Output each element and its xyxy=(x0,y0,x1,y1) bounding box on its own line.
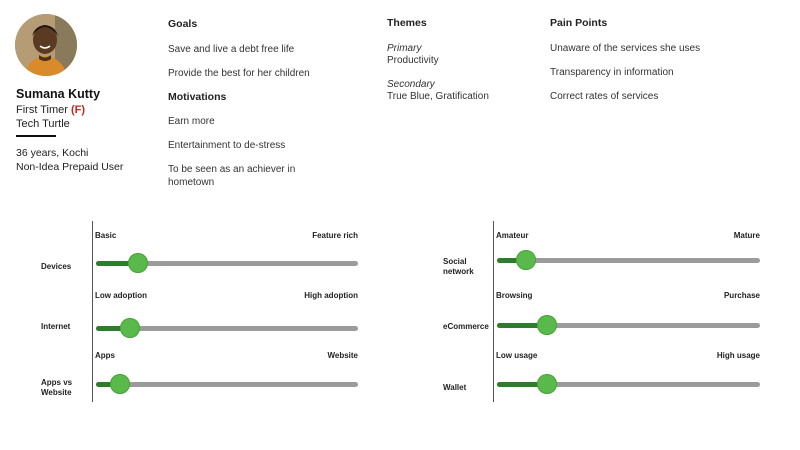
goal-item: Save and live a debt free life xyxy=(168,44,295,55)
slider-knob[interactable] xyxy=(537,374,557,394)
pain-points-heading: Pain Points xyxy=(550,17,608,29)
persona-type: Tech Turtle xyxy=(16,118,70,130)
slider-label-line: Apps vs xyxy=(41,378,73,387)
slider-min-label: Browsing xyxy=(496,291,533,300)
pain-point-item: Transparency in information xyxy=(550,67,674,78)
slider-knob[interactable] xyxy=(128,253,148,273)
slider-min-label: Apps xyxy=(95,351,115,360)
avatar xyxy=(15,14,77,76)
slider-max-label: High usage xyxy=(716,351,760,360)
slider-min-label: Low adoption xyxy=(95,291,147,300)
slider-knob[interactable] xyxy=(516,250,536,270)
user-plan: Non-Idea Prepaid User xyxy=(16,161,124,173)
user-type-flag: (F) xyxy=(71,104,86,116)
slider-label-internet: Internet xyxy=(41,322,71,331)
slider-label-line: Social xyxy=(443,257,467,266)
slider-max-label: Feature rich xyxy=(312,231,358,240)
slider-group-axis-left xyxy=(92,221,93,402)
slider-wallet[interactable] xyxy=(497,382,760,387)
slider-max-label: Website xyxy=(327,351,358,360)
persona-name: Sumana Kutty xyxy=(16,87,101,101)
secondary-theme-value: True Blue, Gratification xyxy=(387,91,489,102)
slider-min-label: Amateur xyxy=(496,231,529,240)
slider-internet[interactable] xyxy=(96,326,358,331)
slider-social-network[interactable] xyxy=(497,258,760,263)
motivation-item: Entertainment to de-stress xyxy=(168,140,286,151)
goals-heading: Goals xyxy=(168,18,198,30)
motivations-heading: Motivations xyxy=(168,91,227,103)
slider-apps-vs-website[interactable] xyxy=(96,382,358,387)
user-type xyxy=(16,104,85,116)
motivation-item: To be seen as an achiever in xyxy=(168,164,296,175)
slider-max-label: High adoption xyxy=(304,291,358,300)
pain-point-item: Unaware of the services she uses xyxy=(550,43,701,54)
primary-theme-label: Primary xyxy=(387,43,422,54)
slider-max-label: Mature xyxy=(733,231,760,240)
slider-label-ecommerce: eCommerce xyxy=(443,322,489,331)
slider-label-line: Website xyxy=(41,388,72,397)
pain-point-item: Correct rates of services xyxy=(550,91,659,102)
slider-knob[interactable] xyxy=(120,318,140,338)
divider xyxy=(16,135,56,137)
slider-label-line: network xyxy=(443,267,474,276)
goal-item: Provide the best for her children xyxy=(168,68,310,79)
slider-ecommerce[interactable] xyxy=(497,323,760,328)
motivation-item: hometown xyxy=(168,177,215,188)
slider-knob[interactable] xyxy=(110,374,130,394)
slider-label-apps-vs-website xyxy=(41,378,72,398)
slider-devices[interactable] xyxy=(96,261,358,266)
themes-heading: Themes xyxy=(387,17,427,29)
primary-theme-value: Productivity xyxy=(387,55,439,66)
slider-group-axis-right xyxy=(493,221,494,402)
slider-label-social-network xyxy=(443,257,474,277)
age-location: 36 years, Kochi xyxy=(16,147,89,159)
slider-knob[interactable] xyxy=(537,315,557,335)
slider-min-label: Basic xyxy=(95,231,117,240)
slider-label-wallet: Wallet xyxy=(443,383,467,392)
secondary-theme-label: Secondary xyxy=(387,79,435,90)
user-type-label: First Timer xyxy=(16,104,68,116)
motivation-item: Earn more xyxy=(168,116,215,127)
slider-max-label: Purchase xyxy=(723,291,760,300)
slider-min-label: Low usage xyxy=(496,351,538,360)
slider-label-devices: Devices xyxy=(41,262,72,271)
